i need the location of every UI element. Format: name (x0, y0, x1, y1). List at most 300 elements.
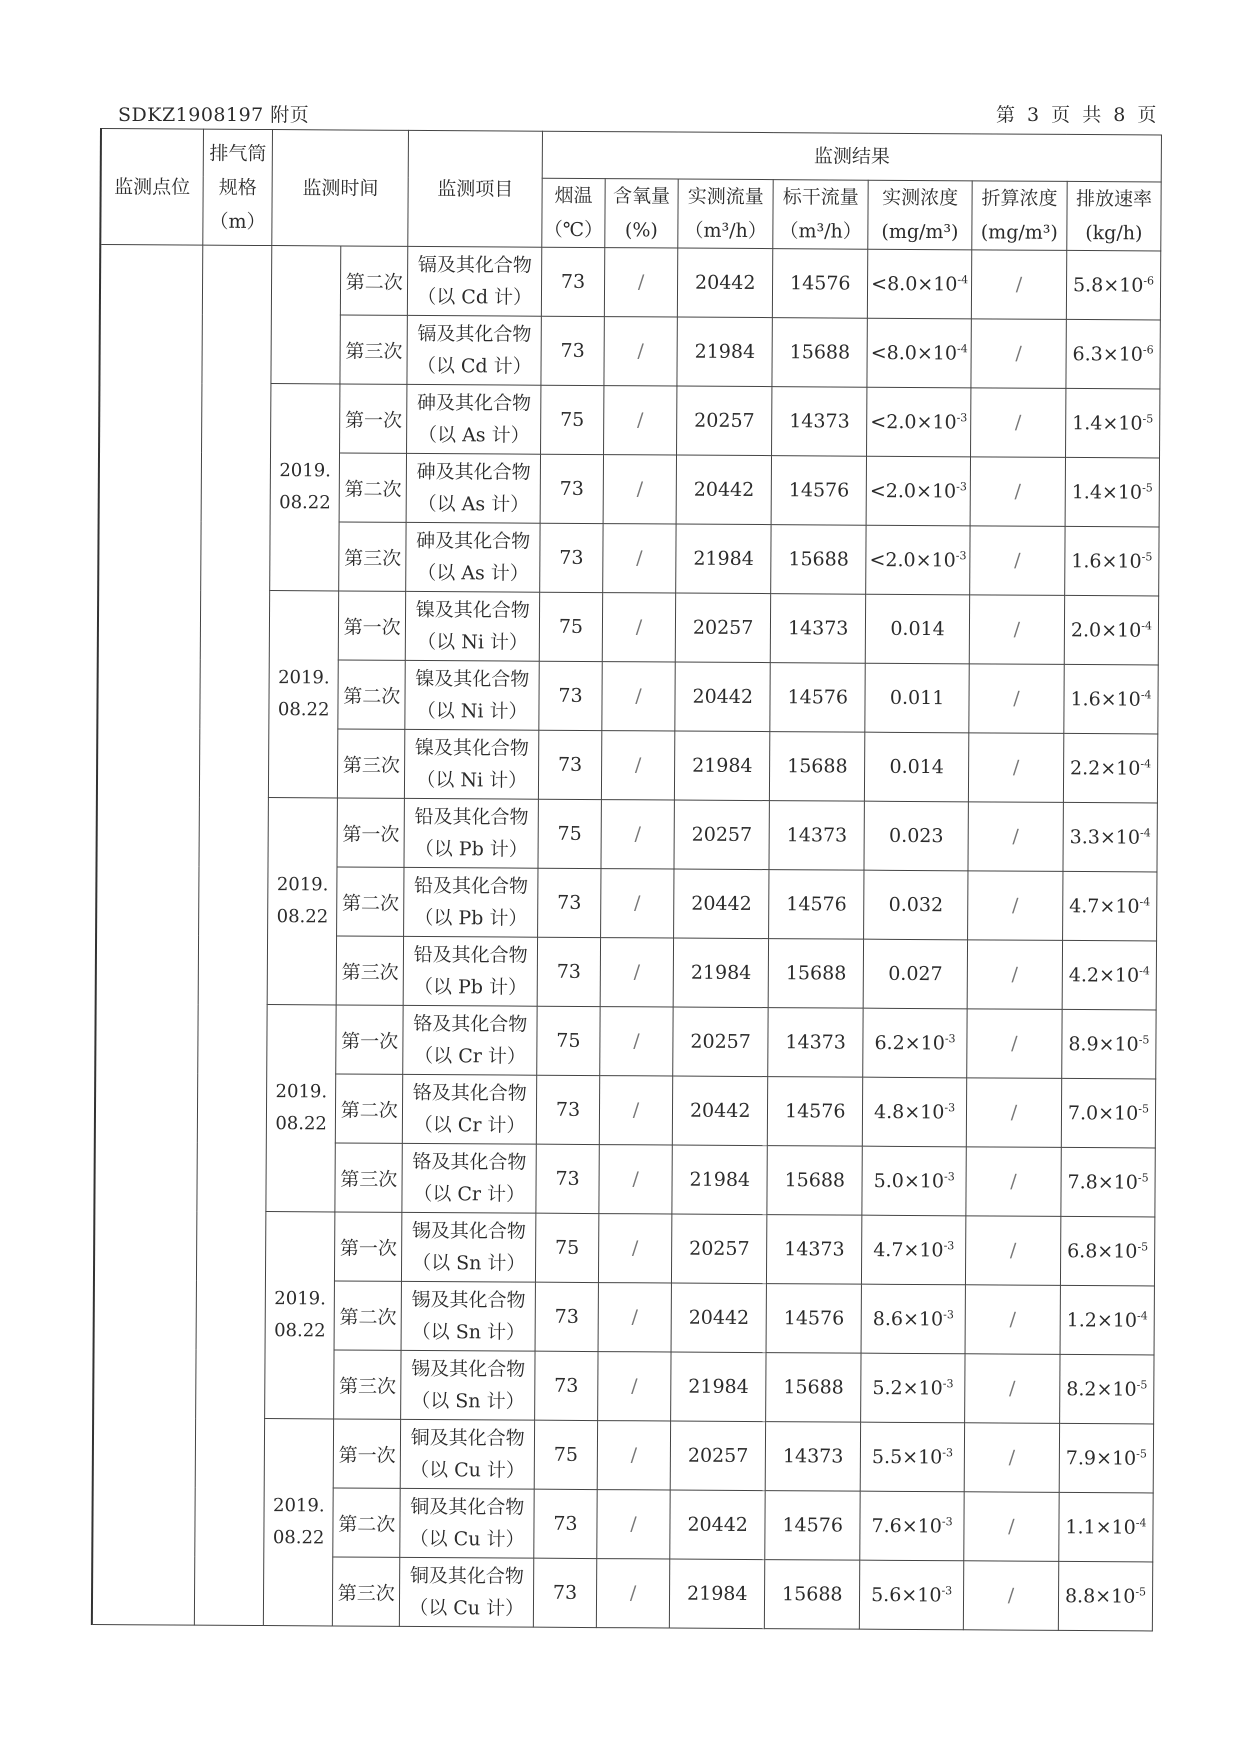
conc-cell-exponent: -3 (944, 1101, 956, 1115)
run-cell: 第二次 (336, 1074, 403, 1143)
item-name: 铅及其化合物 (414, 805, 529, 829)
oxygen-cell: / (601, 731, 675, 800)
item-name: 镉及其化合物 (417, 253, 532, 277)
date-cell: 2019. 08.22 (267, 798, 337, 1005)
rate-cell-mantissa: 4.7×10 (1069, 895, 1140, 918)
column-header-unit: (%) (624, 219, 658, 242)
column-header (972, 181, 1067, 251)
item-basis: （以 Sn 计） (411, 1389, 525, 1413)
conc-cell-mantissa: <2.0×10 (870, 410, 957, 434)
run-cell: 第三次 (335, 1143, 402, 1212)
flow-cell: 20442 (674, 869, 769, 939)
conc-cell-exponent: -3 (942, 1376, 954, 1391)
conc-cell-exponent: -3 (955, 549, 967, 563)
rate-cell (1059, 1423, 1153, 1493)
dry-flow-cell: 14576 (765, 1491, 860, 1561)
dry-flow-cell: 15688 (767, 1146, 862, 1216)
column-header-name: 实测流量 (687, 185, 764, 209)
conc-cell (860, 1560, 964, 1630)
temp-cell: 73 (538, 868, 601, 937)
run-cell: 第一次 (336, 1005, 403, 1074)
conc-cell-mantissa: 7.6×10 (871, 1514, 942, 1538)
temp-cell: 75 (536, 1213, 599, 1282)
rate-cell (1064, 664, 1158, 734)
item-name: 砷及其化合物 (416, 529, 531, 553)
converted-conc-cell: / (969, 595, 1064, 665)
oxygen-cell: / (597, 1490, 671, 1559)
item-cell (403, 936, 537, 1006)
item-basis: （以 Pb 计） (414, 906, 528, 930)
header-results: 监测结果 (542, 131, 1161, 182)
rate-cell-exponent: -4 (1140, 757, 1152, 771)
temp-cell: 73 (537, 937, 600, 1006)
column-header (1067, 181, 1161, 251)
rate-cell (1065, 526, 1159, 596)
flow-cell: 20442 (678, 248, 773, 318)
conc-cell (861, 1353, 965, 1423)
report-id: SDKZ1908197 附页 (118, 104, 310, 126)
rate-cell-mantissa: 6.3×10 (1072, 343, 1143, 366)
converted-conc-cell: / (966, 1147, 1061, 1217)
conc-cell-exponent: -4 (956, 342, 968, 356)
conc-cell-mantissa: 0.023 (889, 824, 944, 848)
conc-cell-mantissa: <2.0×10 (869, 548, 956, 572)
column-header-name: 烟温 (554, 184, 593, 208)
item-name: 镍及其化合物 (415, 667, 530, 691)
dry-flow-cell: 14373 (772, 387, 867, 457)
conc-cell-exponent: -3 (956, 411, 968, 425)
item-name: 铜及其化合物 (410, 1426, 525, 1450)
conc-cell-mantissa: 0.027 (888, 962, 943, 986)
dry-flow-cell: 15688 (765, 1560, 860, 1630)
oxygen-cell: / (604, 317, 678, 386)
dry-flow-cell: 14576 (771, 456, 866, 526)
oxygen-cell: / (602, 524, 676, 593)
flow-cell: 20257 (672, 1214, 767, 1284)
rate-cell (1059, 1492, 1153, 1562)
converted-conc-cell: / (965, 1285, 1060, 1355)
conc-cell-mantissa: 8.6×10 (872, 1307, 944, 1331)
rate-cell (1058, 1561, 1152, 1631)
item-cell (400, 1488, 534, 1558)
oxygen-cell: / (596, 1559, 670, 1628)
converted-conc-cell: / (968, 802, 1063, 872)
converted-conc-cell: / (966, 1078, 1061, 1148)
conc-cell-mantissa: 0.032 (888, 893, 944, 917)
flow-cell: 20442 (676, 455, 771, 525)
flow-cell: 20442 (670, 1490, 765, 1560)
rate-cell (1065, 388, 1159, 458)
converted-conc-cell: / (971, 250, 1066, 320)
column-header (605, 179, 679, 248)
temp-cell: 75 (541, 385, 604, 454)
rate-cell-exponent: -4 (1139, 964, 1150, 978)
run-cell: 第一次 (339, 591, 406, 660)
item-basis: （以 Cd 计） (417, 285, 533, 309)
rate-cell-mantissa: 1.4×10 (1071, 481, 1143, 504)
rate-cell-exponent: -4 (1135, 1516, 1147, 1530)
flow-cell: 21984 (670, 1559, 765, 1629)
oxygen-cell: / (603, 386, 677, 455)
temp-cell: 75 (539, 592, 602, 661)
header-time: 监测时间 (272, 130, 409, 247)
conc-cell-exponent: -4 (957, 273, 969, 287)
rate-cell-exponent: -4 (1139, 895, 1151, 909)
conc-cell-mantissa: 6.2×10 (874, 1031, 945, 1055)
conc-cell-exponent: -3 (943, 1170, 955, 1184)
temp-cell: 75 (537, 1006, 600, 1075)
rate-cell-mantissa: 1.6×10 (1071, 550, 1142, 573)
rate-cell (1063, 802, 1157, 872)
item-cell (405, 729, 539, 799)
item-basis: （以 Pb 计） (414, 837, 528, 861)
flow-cell: 21984 (672, 1145, 767, 1215)
item-basis: （以 As 计） (417, 492, 530, 516)
item-basis: （以 As 计） (418, 423, 530, 447)
item-cell (404, 867, 538, 937)
item-basis: （以 Cu 计） (409, 1596, 525, 1620)
flow-cell: 21984 (671, 1352, 766, 1422)
item-cell (402, 1212, 536, 1282)
column-header-unit: （m³/h） (779, 220, 862, 243)
rate-cell-mantissa: 1.6×10 (1070, 688, 1141, 711)
conc-cell-mantissa: <8.0×10 (871, 272, 958, 296)
rate-cell-mantissa: 4.2×10 (1068, 964, 1140, 987)
item-cell (404, 798, 538, 868)
table-body (92, 245, 1161, 1631)
rate-cell (1065, 457, 1159, 527)
conc-cell (862, 1215, 966, 1285)
item-name: 镍及其化合物 (415, 598, 530, 622)
dry-flow-cell: 14576 (773, 249, 868, 319)
conc-cell-exponent: -3 (943, 1239, 955, 1253)
item-cell (406, 522, 540, 592)
converted-conc-cell: / (970, 388, 1065, 458)
column-header-name: 含氧量 (613, 185, 671, 208)
rate-cell-mantissa: 7.9×10 (1065, 1447, 1137, 1470)
dry-flow-cell: 14373 (770, 594, 865, 664)
flow-cell: 21984 (677, 317, 772, 387)
rate-cell-exponent: -4 (1140, 688, 1152, 702)
dry-flow-cell: 15688 (770, 732, 865, 802)
rate-cell (1062, 1009, 1156, 1079)
header-item: 监测项目 (408, 130, 543, 247)
rate-cell-mantissa: 8.9×10 (1068, 1033, 1139, 1056)
item-name: 铜及其化合物 (409, 1564, 524, 1588)
conc-cell-exponent: -3 (943, 1308, 954, 1322)
rate-cell-exponent: -5 (1135, 1585, 1147, 1599)
conc-cell (866, 525, 970, 595)
dry-flow-cell: 15688 (768, 939, 863, 1009)
converted-conc-cell: / (967, 940, 1062, 1010)
conc-cell-mantissa: 0.014 (890, 617, 945, 641)
column-header-unit: (kg/h) (1085, 222, 1143, 245)
rate-cell-mantissa: 1.2×10 (1066, 1309, 1138, 1332)
item-cell (401, 1281, 535, 1351)
dry-flow-cell: 15688 (772, 318, 867, 388)
dry-flow-cell: 15688 (771, 525, 866, 595)
conc-cell-exponent: -3 (956, 480, 967, 494)
item-cell (401, 1350, 535, 1420)
oxygen-cell: / (599, 1076, 673, 1145)
run-cell: 第三次 (334, 1350, 401, 1419)
item-basis: （以 Sn 计） (412, 1251, 526, 1275)
flow-cell: 20442 (673, 1076, 768, 1146)
converted-conc-cell: / (963, 1561, 1058, 1631)
column-header-unit: （m³/h） (684, 219, 767, 243)
date-cell: 2019. 08.22 (269, 591, 339, 798)
rate-cell-exponent: -4 (1137, 1309, 1148, 1323)
header-stack-line2: 规格 (218, 176, 257, 199)
rate-cell-exponent: -6 (1142, 343, 1154, 357)
rate-cell-mantissa: 8.8×10 (1064, 1585, 1136, 1608)
temp-cell: 75 (538, 799, 601, 868)
conc-cell (863, 1008, 967, 1078)
conc-cell-exponent: -3 (942, 1445, 954, 1460)
item-basis: （以 Sn 计） (411, 1320, 526, 1344)
item-basis: （以 Pb 计） (413, 975, 528, 999)
conc-cell (865, 732, 969, 802)
rate-cell (1061, 1078, 1155, 1148)
rate-cell-exponent: -5 (1138, 1033, 1150, 1047)
rate-cell-mantissa: 3.3×10 (1069, 826, 1141, 849)
flow-cell: 20442 (671, 1283, 766, 1353)
dry-flow-cell: 14373 (768, 1008, 863, 1078)
rate-cell-mantissa: 1.4×10 (1072, 412, 1143, 435)
converted-conc-cell: / (964, 1423, 1059, 1493)
rate-cell (1063, 733, 1157, 803)
dry-flow-cell: 14373 (769, 801, 864, 871)
run-cell: 第一次 (340, 384, 407, 453)
item-cell (406, 453, 540, 523)
conc-cell (866, 594, 970, 664)
conc-cell-mantissa: 4.8×10 (874, 1100, 945, 1124)
item-name: 铅及其化合物 (413, 943, 528, 967)
rate-cell-exponent: -5 (1142, 412, 1154, 426)
item-cell (403, 1005, 537, 1075)
dry-flow-cell: 14373 (767, 1215, 862, 1285)
oxygen-cell: / (603, 455, 677, 524)
column-header (542, 178, 605, 247)
conc-cell (865, 663, 969, 733)
rate-cell-exponent: -4 (1141, 619, 1153, 633)
item-basis: （以 Cu 计） (410, 1458, 526, 1482)
item-cell (407, 384, 541, 454)
flow-cell: 20257 (673, 1007, 768, 1077)
column-header-name: 排放速率 (1075, 187, 1153, 211)
rate-cell-exponent: -5 (1141, 550, 1153, 564)
run-cell: 第一次 (335, 1212, 402, 1281)
converted-conc-cell: / (965, 1354, 1060, 1424)
rate-cell-mantissa: 1.1×10 (1065, 1516, 1136, 1539)
rate-cell-mantissa: 5.8×10 (1072, 274, 1144, 297)
item-name: 锡及其化合物 (411, 1219, 527, 1243)
column-header (773, 180, 868, 250)
oxygen-cell: / (597, 1421, 671, 1490)
flow-cell: 20257 (670, 1421, 765, 1491)
header-point: 监测点位 (100, 129, 203, 246)
conc-cell (864, 801, 968, 871)
flow-cell: 20257 (675, 593, 770, 663)
conc-cell-mantissa: <8.0×10 (870, 341, 958, 365)
converted-conc-cell: / (968, 733, 1063, 803)
run-cell: 第二次 (339, 453, 406, 522)
converted-conc-cell: / (969, 664, 1064, 734)
conc-cell (866, 456, 970, 526)
temp-cell: 73 (536, 1075, 599, 1144)
converted-conc-cell: / (965, 1216, 1060, 1286)
conc-cell-mantissa: 5.0×10 (873, 1169, 945, 1193)
item-cell (400, 1557, 534, 1627)
rate-cell-exponent: -5 (1137, 1240, 1149, 1254)
conc-cell (860, 1422, 964, 1492)
run-cell: 第三次 (336, 936, 403, 1005)
dry-flow-cell: 14576 (769, 870, 864, 940)
point-cell (92, 245, 203, 1626)
run-cell: 第二次 (337, 867, 404, 936)
rate-cell-mantissa: 2.0×10 (1070, 619, 1142, 642)
flow-cell: 20442 (675, 662, 770, 732)
flow-cell: 20257 (677, 386, 772, 456)
flow-cell: 21984 (676, 524, 771, 594)
item-name: 铜及其化合物 (410, 1495, 525, 1519)
temp-cell: 73 (540, 454, 603, 523)
rate-cell (1060, 1285, 1154, 1355)
header-stack-line1: 排气筒 (209, 142, 267, 165)
conc-cell-mantissa: 4.7×10 (873, 1238, 944, 1262)
rate-cell (1060, 1354, 1154, 1424)
oxygen-cell: / (599, 1145, 673, 1214)
results-table-container (91, 128, 1162, 1631)
temp-cell: 75 (534, 1420, 597, 1489)
conc-cell (863, 1077, 967, 1147)
rate-cell-mantissa: 7.8×10 (1067, 1171, 1138, 1194)
rate-cell (1062, 940, 1156, 1010)
item-cell (402, 1143, 536, 1213)
rate-cell-mantissa: 2.2×10 (1069, 757, 1141, 780)
rate-cell (1066, 250, 1160, 320)
conc-cell (862, 1146, 966, 1216)
conc-cell (860, 1491, 964, 1561)
oxygen-cell: / (600, 869, 674, 938)
run-cell: 第三次 (340, 315, 407, 384)
dry-flow-cell: 14576 (770, 663, 865, 733)
temp-cell: 73 (539, 730, 602, 799)
conc-cell (867, 318, 971, 388)
temp-cell: 73 (535, 1351, 598, 1420)
item-basis: （以 Cd 计） (416, 354, 532, 378)
item-name: 镉及其化合物 (417, 322, 532, 346)
page-indicator: 第 3 页 共 8 页 (996, 104, 1160, 126)
conc-cell-exponent: -3 (944, 1032, 956, 1046)
flow-cell: 21984 (675, 731, 770, 801)
item-basis: （以 Cr 计） (413, 1113, 526, 1137)
column-header-name: 折算浓度 (981, 187, 1058, 210)
conc-cell-mantissa: 5.2×10 (872, 1376, 943, 1400)
conc-cell-exponent: -3 (941, 1514, 953, 1529)
conc-cell-mantissa: <2.0×10 (869, 479, 957, 503)
item-name: 镍及其化合物 (414, 736, 530, 760)
stack-cell (194, 245, 272, 1625)
column-header-name: 实测浓度 (882, 186, 959, 210)
dry-flow-cell: 14576 (768, 1077, 863, 1147)
rate-cell-exponent: -5 (1136, 1447, 1147, 1461)
rate-cell-exponent: -5 (1137, 1171, 1149, 1185)
header-stack (203, 129, 273, 245)
table-row (100, 245, 1161, 320)
run-cell: 第一次 (333, 1419, 400, 1488)
monitoring-results-table (91, 128, 1162, 1631)
oxygen-cell: / (597, 1352, 671, 1421)
converted-conc-cell: / (971, 319, 1066, 389)
temp-cell: 73 (535, 1282, 598, 1351)
run-cell: 第三次 (339, 522, 406, 591)
oxygen-cell: / (600, 938, 674, 1007)
run-cell: 第三次 (333, 1557, 400, 1626)
rate-cell-mantissa: 8.2×10 (1066, 1378, 1137, 1401)
converted-conc-cell: / (970, 457, 1065, 527)
rate-cell-exponent: -5 (1142, 481, 1153, 495)
column-header-unit: (mg/m³) (881, 220, 959, 244)
item-basis: （以 Ni 计） (416, 768, 528, 792)
item-name: 铅及其化合物 (414, 874, 529, 898)
rate-cell-exponent: -5 (1136, 1378, 1148, 1392)
oxygen-cell: / (604, 248, 678, 317)
date-cell: 2019. 08.22 (270, 384, 340, 591)
column-header-unit: (mg/m³) (980, 221, 1058, 244)
temp-cell: 73 (536, 1144, 599, 1213)
oxygen-cell: / (600, 1007, 674, 1076)
item-name: 铬及其化合物 (412, 1081, 527, 1105)
header-stack-unit: （m） (209, 210, 266, 233)
item-cell (408, 246, 542, 316)
run-cell: 第二次 (341, 246, 408, 315)
converted-conc-cell: / (970, 526, 1065, 596)
temp-cell: 73 (534, 1489, 597, 1558)
item-name: 铬及其化合物 (413, 1012, 528, 1036)
column-header-name: 标干流量 (782, 186, 859, 209)
dry-flow-cell: 14576 (766, 1284, 861, 1354)
item-name: 锡及其化合物 (411, 1357, 526, 1381)
item-name: 锡及其化合物 (411, 1288, 526, 1312)
run-cell: 第二次 (333, 1488, 400, 1557)
temp-cell: 73 (540, 523, 603, 592)
item-basis: （以 Ni 计） (416, 699, 528, 723)
run-cell: 第三次 (338, 729, 405, 798)
oxygen-cell: / (602, 593, 676, 662)
conc-cell (863, 939, 967, 1009)
oxygen-cell: / (602, 662, 676, 731)
converted-conc-cell: / (964, 1492, 1059, 1562)
date-cell: 2019. 08.22 (266, 1005, 336, 1212)
conc-cell-exponent: -3 (941, 1583, 953, 1598)
item-basis: （以 Ni 计） (417, 630, 529, 654)
dry-flow-cell: 15688 (766, 1353, 861, 1423)
flow-cell: 21984 (673, 938, 768, 1008)
item-cell (403, 1074, 537, 1144)
conc-cell-mantissa: 0.014 (889, 755, 944, 779)
temp-cell: 73 (534, 1558, 597, 1627)
item-cell (400, 1419, 534, 1489)
column-header (868, 180, 972, 250)
item-cell (405, 660, 539, 730)
item-basis: （以 Cr 计） (413, 1182, 526, 1206)
conc-cell-mantissa: 5.6×10 (871, 1583, 942, 1607)
item-name: 砷及其化合物 (416, 391, 532, 415)
item-cell (407, 315, 541, 385)
oxygen-cell: / (598, 1283, 672, 1352)
rate-cell (1060, 1216, 1154, 1286)
